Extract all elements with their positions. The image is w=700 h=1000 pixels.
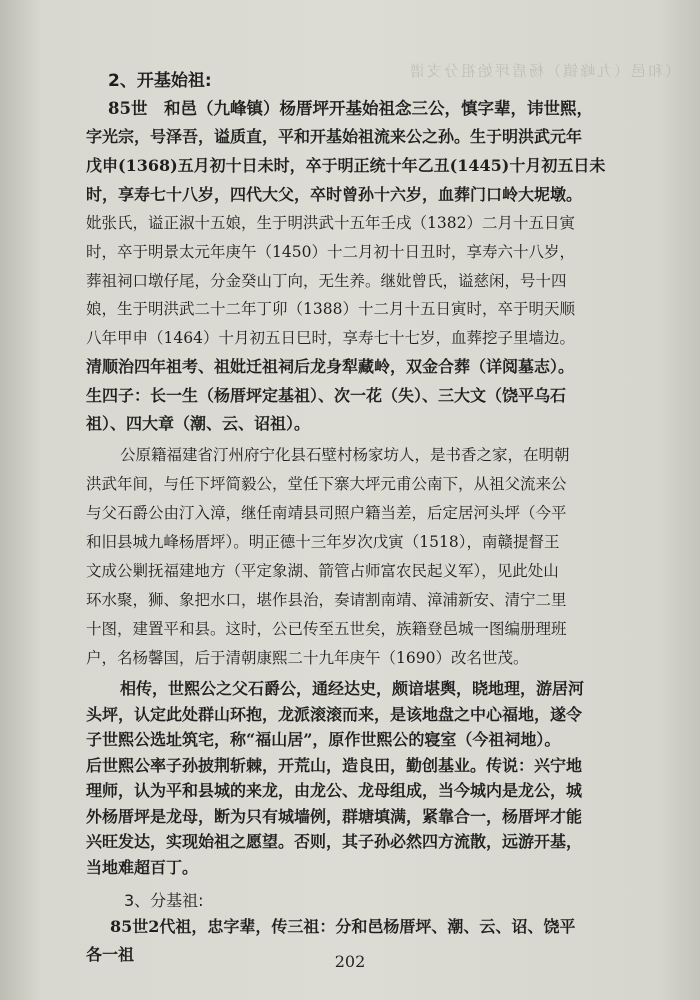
text-line: 洪武年间，与任下坪简毅公，堂任下寨大坪元甫公南下，从祖父流来公 xyxy=(86,475,567,493)
text-line: 葬祖祠口墩仔尾，分金癸山丁向，无生养。继妣曾氏，谥慈闲，号十四 xyxy=(86,272,567,290)
text-line: 与父石爵公由汀入漳，继任南靖县司照户籍当差，后定居河头坪（今平 xyxy=(86,504,567,522)
section-heading-2: 2、开基始祖: xyxy=(108,71,212,91)
text-line: 清顺治四年祖考、祖妣迁祖祠后龙身犁藏岭，双金合葬（详阅墓志）。 xyxy=(86,357,575,376)
text-line: 理师，认为平和县城的来龙，由龙公、龙母组成，当今城内是龙公，城 xyxy=(86,781,583,800)
text-line: 祖）、四大章（潮、云、诏祖）。 xyxy=(86,414,311,433)
text-line: 娘，生于明洪武二十二年丁卯（1388）十二月十五日寅时，卒于明天顺 xyxy=(86,300,575,318)
bleed-through-text: （和邑（九峰镇）杨盾坪始祖分支谱 xyxy=(407,62,680,80)
section-heading-3: 3、分基祖: xyxy=(124,891,204,910)
text-line: 和旧县城九峰杨厝坪）。明正德十三年岁次戊寅（1518），南赣提督王 xyxy=(86,533,560,551)
text-line: 外杨厝坪是龙母，断为只有城墙例，群塘填满，紧靠合一，杨厝坪才能 xyxy=(86,806,583,826)
text-line: 环水聚，狮、象把水口，堪作县治，奏请割南靖、漳浦新安、清宁二里 xyxy=(86,591,567,609)
text-line: 文成公剿抚福建地方（平定象湖、箭管占师富农民起义军），见此处山 xyxy=(86,562,559,580)
text-line: 相传，世熙公之父石爵公，通经达史，颇谙堪舆，晓地理，游居河 xyxy=(120,679,585,698)
text-line: 85世2代祖，忠字辈，传三祖：分和邑杨厝坪、潮、云、诏、饶平 xyxy=(110,917,576,936)
page-number: 202 xyxy=(334,952,366,971)
text-line: 生四子：长一生（杨厝坪定基祖）、次一花（失）、三大文（饶平乌石 xyxy=(86,386,567,405)
text-line: 时，卒于明景太元年庚午（1450）十二月初十日丑时，享寿六十八岁， xyxy=(86,243,575,261)
text-line: 子世熙公选址筑宅，称“福山居”，原作世熙公的寝室（今祖祠地）。 xyxy=(86,730,561,749)
text-line: 当地难超百丁。 xyxy=(86,857,199,877)
text-line: 85世 和邑（九峰镇）杨厝坪开基始祖念三公，慎字辈，讳世熙， xyxy=(108,99,593,118)
text-line: 时，享寿七十八岁，四代大父，卒时曾孙十六岁，血葬门口岭大坭墩。 xyxy=(86,185,583,204)
text-line: 各一祖 xyxy=(86,945,135,964)
text-line: 公原籍福建省汀州府宁化县石壁村杨家坊人，是书香之家，在明朝 xyxy=(120,446,570,464)
text-line: 十图，建置平和县。这时，公已传至五世矣，族籍登邑城一图编册理班 xyxy=(86,620,567,638)
text-line: 戊申(1368)五月初十日未时，卒于明正统十年乙丑(1445)十月初五日未 xyxy=(86,156,606,175)
text-line: 字光宗，号泽吾，谥质直，平和开基始祖流来公之孙。生于明洪武元年 xyxy=(86,127,583,146)
text-line: 八年甲申（1464）十月初五日巳时，享寿七十七岁，血葬挖子里墙边。 xyxy=(86,329,575,347)
text-line: 兴旺发达，实现始祖之愿望。否则，其子孙必然四方流散，远游开基， xyxy=(86,832,583,851)
text-line: 后世熙公率子孙披荆斩棘，开荒山，造良田，勤创基业。传说：兴宁地 xyxy=(86,755,583,775)
text-line: 户，名杨馨国，后于清朝康熙二十九年庚午（1690）改名世茂。 xyxy=(86,649,529,667)
text-line: 妣张氏，谥正淑十五娘，生于明洪武十五年壬戌（1382）二月十五日寅 xyxy=(86,214,575,232)
text-line: 头坪，认定此处群山环抱，龙派滚滚而来，是该地盘之中心福地，遂令 xyxy=(86,704,583,724)
